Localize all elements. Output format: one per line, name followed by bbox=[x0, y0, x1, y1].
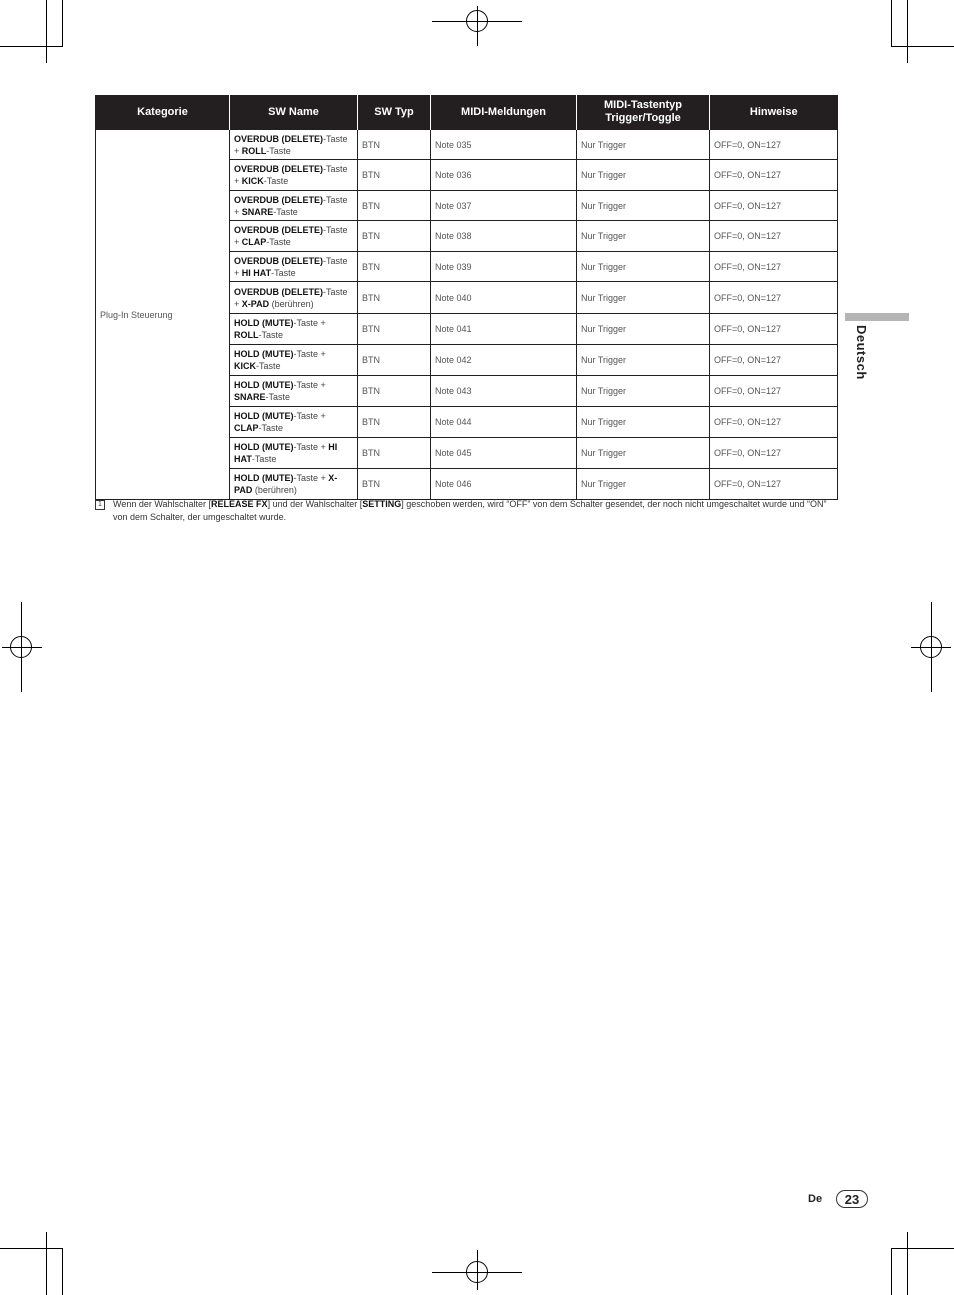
key-type-cell: Nur Trigger bbox=[577, 252, 710, 282]
sw-name-cell: HOLD (MUTE)-Taste + X-PAD (berühren) bbox=[230, 469, 358, 500]
sw-name-cell: OVERDUB (DELETE)-Taste + ROLL-Taste bbox=[230, 130, 358, 160]
note-cell: OFF=0, ON=127 bbox=[710, 469, 838, 500]
sw-name-cell: HOLD (MUTE)-Taste + SNARE-Taste bbox=[230, 376, 358, 407]
page-number: 23 bbox=[836, 1190, 868, 1208]
note-cell: OFF=0, ON=127 bbox=[710, 160, 838, 191]
key-type-cell: Nur Trigger bbox=[577, 469, 710, 500]
crop-mark bbox=[907, 0, 908, 63]
midi-message-cell: Note 046 bbox=[431, 469, 577, 500]
midi-message-cell: Note 036 bbox=[431, 160, 577, 191]
header-kategorie: Kategorie bbox=[96, 95, 230, 130]
crop-mark bbox=[0, 1248, 63, 1249]
footnote bbox=[95, 498, 837, 524]
sw-type-cell: BTN bbox=[358, 160, 431, 191]
crop-mark bbox=[891, 0, 892, 46]
midi-table bbox=[95, 95, 838, 500]
key-type-cell: Nur Trigger bbox=[577, 130, 710, 160]
crop-mark bbox=[891, 46, 954, 47]
sw-name-cell: HOLD (MUTE)-Taste + KICK-Taste bbox=[230, 345, 358, 376]
midi-message-cell: Note 035 bbox=[431, 130, 577, 160]
note-cell: OFF=0, ON=127 bbox=[710, 438, 838, 469]
crop-mark bbox=[891, 1248, 892, 1295]
header-midi-meldungen: MIDI-Meldungen bbox=[431, 95, 577, 130]
key-type-cell: Nur Trigger bbox=[577, 438, 710, 469]
header-midi-tastentyp: MIDI-Tastentyp Trigger/Toggle bbox=[577, 95, 710, 130]
sw-type-cell: BTN bbox=[358, 469, 431, 500]
midi-message-cell: Note 041 bbox=[431, 314, 577, 345]
midi-message-cell: Note 044 bbox=[431, 407, 577, 438]
note-cell: OFF=0, ON=127 bbox=[710, 407, 838, 438]
key-type-cell: Nur Trigger bbox=[577, 376, 710, 407]
crop-mark bbox=[891, 1248, 954, 1249]
note-cell: OFF=0, ON=127 bbox=[710, 221, 838, 252]
crop-mark bbox=[62, 0, 63, 46]
midi-message-cell: Note 042 bbox=[431, 345, 577, 376]
note-cell: OFF=0, ON=127 bbox=[710, 376, 838, 407]
crop-mark bbox=[46, 0, 47, 63]
crop-mark bbox=[907, 1232, 908, 1295]
sw-type-cell: BTN bbox=[358, 438, 431, 469]
side-tab-bar bbox=[845, 313, 909, 321]
sw-name-cell: OVERDUB (DELETE)-Taste + KICK-Taste bbox=[230, 160, 358, 191]
sw-type-cell: BTN bbox=[358, 314, 431, 345]
midi-message-cell: Note 040 bbox=[431, 282, 577, 314]
key-type-cell: Nur Trigger bbox=[577, 160, 710, 191]
key-type-cell: Nur Trigger bbox=[577, 345, 710, 376]
sw-type-cell: BTN bbox=[358, 407, 431, 438]
crop-mark bbox=[62, 1248, 63, 1295]
table-row bbox=[96, 130, 838, 160]
note-cell: OFF=0, ON=127 bbox=[710, 282, 838, 314]
language-code: De bbox=[808, 1193, 823, 1205]
crop-mark bbox=[0, 46, 63, 47]
crop-mark bbox=[46, 1232, 47, 1295]
note-cell: OFF=0, ON=127 bbox=[710, 130, 838, 160]
registration-circle bbox=[920, 636, 942, 658]
table-body bbox=[96, 130, 838, 500]
midi-message-cell: Note 039 bbox=[431, 252, 577, 282]
key-type-cell: Nur Trigger bbox=[577, 282, 710, 314]
note-cell: OFF=0, ON=127 bbox=[710, 252, 838, 282]
header-sw-name: SW Name bbox=[230, 95, 358, 130]
sw-name-cell: HOLD (MUTE)-Taste + CLAP-Taste bbox=[230, 407, 358, 438]
sw-name-cell: HOLD (MUTE)-Taste + HI HAT-Taste bbox=[230, 438, 358, 469]
key-type-cell: Nur Trigger bbox=[577, 314, 710, 345]
side-tab-label: Deutsch bbox=[854, 325, 869, 380]
sw-type-cell: BTN bbox=[358, 221, 431, 252]
midi-message-cell: Note 038 bbox=[431, 221, 577, 252]
midi-message-cell: Note 043 bbox=[431, 376, 577, 407]
sw-type-cell: BTN bbox=[358, 191, 431, 221]
footnote-number: 1 bbox=[95, 500, 105, 510]
sw-name-cell: OVERDUB (DELETE)-Taste + CLAP-Taste bbox=[230, 221, 358, 252]
sw-type-cell: BTN bbox=[358, 282, 431, 314]
note-cell: OFF=0, ON=127 bbox=[710, 314, 838, 345]
sw-name-cell: OVERDUB (DELETE)-Taste + HI HAT-Taste bbox=[230, 252, 358, 282]
note-cell: OFF=0, ON=127 bbox=[710, 191, 838, 221]
category-cell: Plug-In Steuerung bbox=[96, 130, 230, 500]
sw-name-cell: OVERDUB (DELETE)-Taste + SNARE-Taste bbox=[230, 191, 358, 221]
registration-circle bbox=[466, 1261, 488, 1283]
header-sw-typ: SW Typ bbox=[358, 95, 431, 130]
key-type-cell: Nur Trigger bbox=[577, 221, 710, 252]
registration-circle bbox=[466, 10, 488, 32]
sw-name-cell: OVERDUB (DELETE)-Taste + X-PAD (berühren) bbox=[230, 282, 358, 314]
sw-name-cell: HOLD (MUTE)-Taste + ROLL-Taste bbox=[230, 314, 358, 345]
footnote-text: Wenn der Wahlschalter [RELEASE FX] und der Wahlschalter [SETTING] geschoben werden, wird “OFF” von dem Schalter gesendet, der noch nicht umgeschaltet wurde und “ON” von dem Schalter, der umgeschaltet wurde. bbox=[113, 499, 827, 522]
key-type-cell: Nur Trigger bbox=[577, 407, 710, 438]
note-cell: OFF=0, ON=127 bbox=[710, 345, 838, 376]
sw-type-cell: BTN bbox=[358, 345, 431, 376]
sw-type-cell: BTN bbox=[358, 130, 431, 160]
sw-type-cell: BTN bbox=[358, 252, 431, 282]
header-hinweise: Hinweise bbox=[710, 95, 838, 130]
sw-type-cell: BTN bbox=[358, 376, 431, 407]
table-header-row bbox=[96, 95, 838, 130]
key-type-cell: Nur Trigger bbox=[577, 191, 710, 221]
midi-message-cell: Note 037 bbox=[431, 191, 577, 221]
registration-circle bbox=[10, 636, 32, 658]
midi-message-cell: Note 045 bbox=[431, 438, 577, 469]
